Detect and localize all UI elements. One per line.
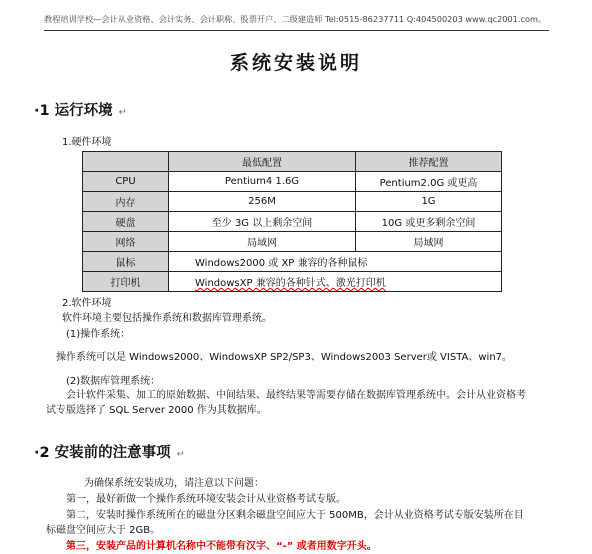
- header-divider: [44, 30, 549, 31]
- table-header-cell: 最低配置: [169, 152, 356, 172]
- merged-config-cell: WindowsXP 兼容的各种针式、激光打印机: [169, 272, 502, 292]
- hardware-table: [82, 151, 502, 292]
- software-description: 软件环境主要包括操作系统和数据库管理系统。: [62, 313, 272, 324]
- note-item-2-line2: 标磁盘空间应大于 2GB。: [46, 525, 161, 536]
- db-text-line2: 试专版选择了 SQL Server 2000 作为其数据库。: [46, 405, 267, 416]
- table-row: [83, 252, 502, 272]
- section2-heading: ·2 安装前的注意事项 ↵: [34, 445, 186, 461]
- table-row: [83, 212, 502, 232]
- min-config-cell: Pentium4 1.6G: [169, 172, 356, 192]
- section1-heading: ·1 运行环境 ↵: [34, 103, 128, 119]
- os-text: 操作系统可以是 Windows2000、WindowsXP SP2/SP3、Windows2003 Server或 VISTA、win7。: [56, 352, 513, 363]
- rec-config-cell: 局域网: [356, 232, 502, 252]
- document-title: 系统安装说明: [229, 52, 362, 74]
- db-label: (2)数据库管理系统：: [66, 376, 161, 387]
- min-config-cell: 至少 3G 以上剩余空间: [169, 212, 356, 232]
- note-item-1: 第一，最好新做一个操作系统环境安装会计从业资格考试专版。: [66, 494, 346, 505]
- row-label: 内存: [83, 192, 169, 212]
- table-row: [83, 272, 502, 292]
- row-label: 硬盘: [83, 212, 169, 232]
- page-header-text: 教程培训学校—会计从业资格、会计实务、会计职称、股票开户、二级建造师 Tel:0515-86237711 Q:404500203 www.qc2001.com。: [44, 14, 547, 24]
- row-label: 鼠标: [83, 252, 169, 272]
- hardware-label: 1.硬件环境: [62, 137, 112, 148]
- os-label: (1)操作系统：: [66, 329, 131, 340]
- table-row: [83, 232, 502, 252]
- row-label: 打印机: [83, 272, 169, 292]
- note-item-3: 第三，安装产品的计算机名称中不能带有汉字、“-” 或者用数字开头。: [66, 541, 377, 552]
- rec-config-cell: 10G 或更多剩余空间: [356, 212, 502, 232]
- merged-config-cell: Windows2000 或 XP 兼容的各种鼠标: [169, 252, 502, 272]
- software-label: 2.软件环境: [62, 298, 112, 309]
- min-config-cell: 256M: [169, 192, 356, 212]
- note-item-2-line1: 第二，安装时操作系统所在的磁盘分区剩余磁盘空间应大于 500MB，会计从业资格考试专版安装所在目: [66, 510, 524, 521]
- rec-config-cell: 1G: [356, 192, 502, 212]
- table-header-cell: [83, 152, 169, 172]
- table-header-row: [83, 152, 502, 172]
- section2-intro: 为确保系统安装成功，请注意以下问题：: [84, 478, 264, 489]
- table-header-cell: 推荐配置: [356, 152, 502, 172]
- min-config-cell: 局域网: [169, 232, 356, 252]
- rec-config-cell: Pentium2.0G 或更高: [356, 172, 502, 192]
- row-label: CPU: [83, 172, 169, 192]
- db-text-line1: 会计软件采集、加工的原始数据、中间结果、最终结果等需要存储在数据库管理系统中。会计从业资格考: [66, 390, 526, 401]
- row-label: 网络: [83, 232, 169, 252]
- table-row: [83, 192, 502, 212]
- table-row: [83, 172, 502, 192]
